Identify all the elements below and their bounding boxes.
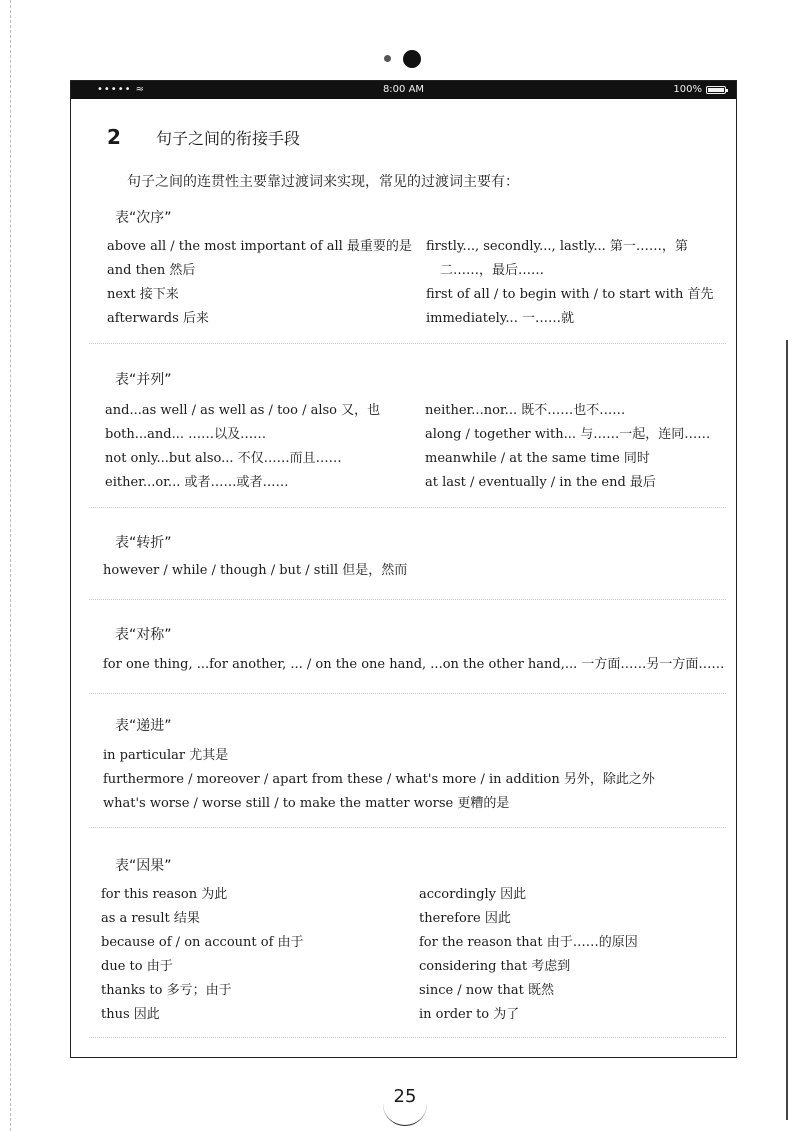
list-item: above all / the most important of all 最重要的是 [107, 239, 412, 254]
symmetry-line: for one thing, ...for another, ... / on the one hand, ...on the other hand,... 一方面……另一方面…… [103, 657, 725, 672]
page-edge-line [786, 340, 788, 1120]
battery-icon [706, 86, 726, 94]
list-item: first of all / to begin with / to start with 首先 [426, 287, 714, 302]
list-item: for this reason 为此 [101, 887, 228, 902]
list-item: accordingly 因此 [419, 887, 527, 902]
parallel-left-column [105, 399, 380, 495]
list-item: for the reason that 由于……的原因 [419, 935, 638, 950]
cause-left-column [101, 883, 304, 1027]
order-section-title: 表“次序” [115, 210, 172, 226]
list-item: immediately... 一……就 [426, 311, 574, 326]
list-item: since / now that 既然 [419, 983, 554, 998]
intro-text: 句子之间的连贯性主要靠过渡词来实现，常见的过渡词主要有： [127, 174, 519, 190]
section-heading [107, 125, 300, 149]
device-screen [70, 80, 737, 1058]
camera-lens [403, 50, 421, 68]
list-item: 二……，最后…… [440, 263, 545, 278]
order-right-column [426, 235, 714, 331]
list-item: both...and... ……以及…… [105, 427, 267, 442]
list-item: because of / on account of 由于 [101, 935, 304, 950]
page-number-text: 25 [393, 1086, 417, 1107]
progression-lines [103, 744, 655, 816]
section-number: 2 [107, 125, 121, 149]
list-item: neither...nor... 既不……也不…… [425, 403, 626, 418]
order-left-column [107, 235, 412, 331]
sensor-dot [384, 55, 391, 62]
progression-section-title: 表“递进” [115, 718, 172, 734]
parallel-right-column [425, 399, 710, 495]
list-item: in order to 为了 [419, 1007, 520, 1022]
divider [89, 507, 726, 508]
binding-margin-line [10, 0, 11, 1131]
divider [89, 599, 726, 600]
status-bar [71, 81, 736, 99]
section-title: 句子之间的衔接手段 [156, 129, 301, 148]
divider [89, 343, 726, 344]
divider [89, 693, 726, 694]
battery-percent: 100% [673, 84, 702, 95]
contrast-line: however / while / though / but / still 但是，然而 [103, 563, 408, 578]
list-item: at last / eventually / in the end 最后 [425, 475, 656, 490]
list-item: thanks to 多亏；由于 [101, 983, 232, 998]
list-item: and then 然后 [107, 263, 196, 278]
list-item: along / together with... 与……一起，连同…… [425, 427, 711, 442]
battery-indicator [673, 84, 726, 95]
symmetry-section-title: 表“对称” [115, 627, 172, 643]
list-item: thus 因此 [101, 1007, 160, 1022]
list-item: not only...but also... 不仅……而且…… [105, 451, 342, 466]
list-item: next 接下来 [107, 287, 179, 302]
list-item: firstly..., secondly..., lastly... 第一……，第 [426, 239, 688, 254]
page-number [380, 1076, 430, 1126]
status-time: 8:00 AM [382, 84, 425, 95]
list-item: therefore 因此 [419, 911, 511, 926]
list-item: in particular 尤其是 [103, 748, 229, 763]
list-item: either...or... 或者……或者…… [105, 475, 289, 490]
signal-indicator: ••••• ≈ [97, 84, 146, 95]
list-item: considering that 考虑到 [419, 959, 571, 974]
parallel-section-title: 表“并列” [115, 372, 172, 388]
list-item: as a result 结果 [101, 911, 200, 926]
list-item: afterwards 后来 [107, 311, 209, 326]
list-item: what's worse / worse still / to make the matter worse 更糟的是 [103, 796, 510, 811]
list-item: furthermore / moreover / apart from these / what's more / in addition 另外，除此之外 [103, 772, 655, 787]
cause-section-title: 表“因果” [115, 858, 172, 874]
divider [89, 827, 726, 828]
contrast-section-title: 表“转折” [115, 535, 172, 551]
list-item: and...as well / as well as / too / also 又，也 [105, 403, 381, 418]
list-item: meanwhile / at the same time 同时 [425, 451, 650, 466]
list-item: due to 由于 [101, 959, 173, 974]
cause-right-column [419, 883, 638, 1027]
divider [89, 1037, 726, 1038]
